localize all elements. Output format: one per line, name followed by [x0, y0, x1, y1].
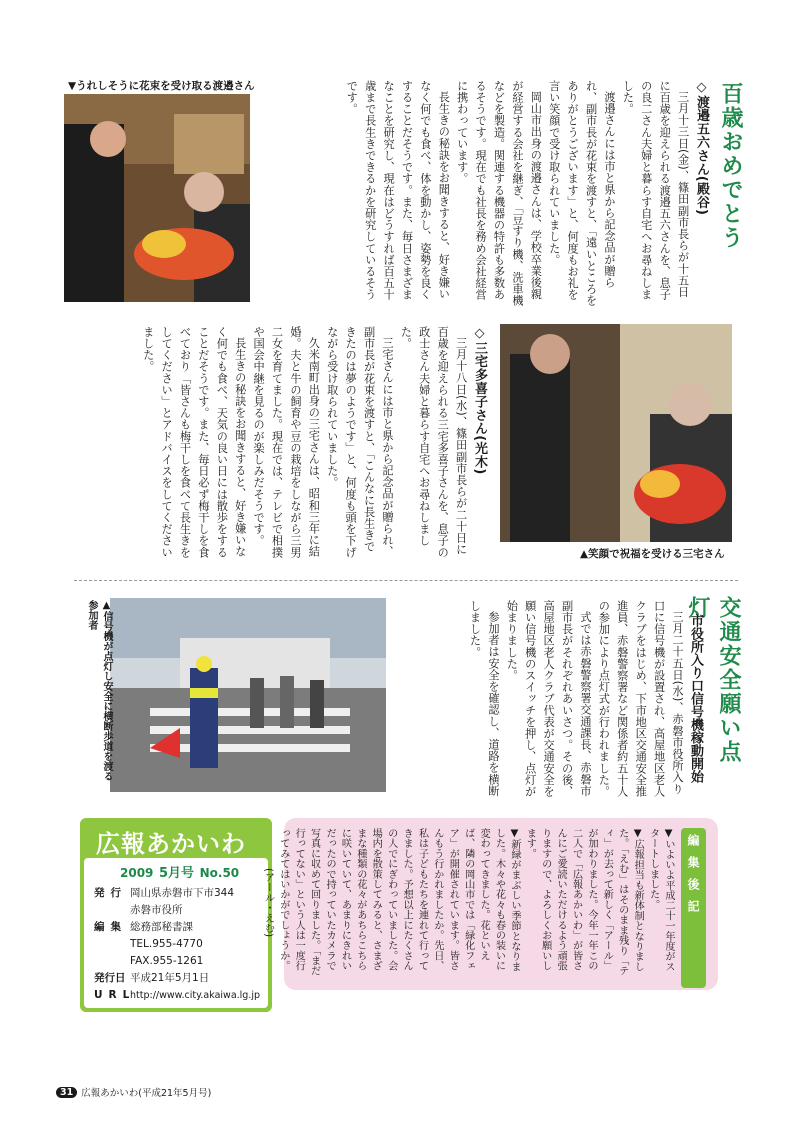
colophon-row-date — [94, 970, 262, 987]
person1-paragraph: 岡山市出身の渡邉さんは、学校卒業後親が経営する会社を継ぎ、「豆すり機、洗車機などを製造。関連する機器の特許も多数あるそうです。現在でも社長を務め会社経営に携わっています。 — [455, 80, 543, 307]
person1-heading: ◇渡邉五六さん(殿谷) — [694, 80, 709, 216]
colophon-year: 2009 — [120, 866, 154, 880]
colophon-month: 5月号 — [158, 866, 195, 881]
signal-photo-caption: ▲信号機が点灯し安全に横断歩道を渡る参加者 — [86, 600, 112, 781]
person1-article — [280, 80, 710, 308]
colophon-row-url — [94, 987, 262, 1004]
person2-article — [92, 326, 488, 558]
colophon-value: 平成21年5月1日 — [130, 972, 210, 984]
colophon-key: 編集 — [94, 921, 127, 933]
person1-paragraph: 長生きの秘訣をお聞きすると、好き嫌いなく何でも食べ、体を動かし、姿勢を良くすることだそうです。また、毎日さまざまなことを研究し、現在はどうすれば百五十歳まで長生きできるかを研究しているそうです。 — [345, 80, 451, 301]
colophon-value: TEL.955-4770 — [130, 938, 203, 950]
signal-paragraph: 参加者は安全を確認し、道路を横断しました。 — [468, 600, 500, 797]
birthday-title: 百歳おめでとう — [718, 82, 743, 250]
colophon-row-editor — [94, 919, 262, 970]
person1-photo — [64, 94, 250, 302]
colophon-url[interactable]: http://www.city.akaiwa.lg.jp — [130, 990, 261, 1001]
section-divider — [74, 580, 738, 581]
colophon-number: No.50 — [199, 866, 240, 880]
person1-paragraph: 三月十三日(金)、篠田副市長らが十五日に百歳を迎えられる渡邉五六さんを、息子の良二さん夫婦と暮らす自宅へお尋ねしました。 — [621, 80, 690, 301]
editor-note-paragraph: ▼広報担当も新体制となりました。「えむ」はそのまま残り「ティ」が去って新しく「アール」が加わりました。今年一年この二人で「広報あかいわ」が皆さんにご愛読いただけるよう頑張りますので、よろしくお願いします。 — [524, 828, 644, 976]
signal-article — [398, 600, 686, 800]
colophon-key: 発行日 — [94, 972, 126, 984]
person2-paragraph: 長生きの秘訣をお聞きすると、好き嫌いなく何でも食べ、天気の良い日には散歩をすることだそうです。また、毎日必ず梅干しを食べており「皆さんも梅干しを食べて長生きをしてください」とアドバイスをしてくださいました。 — [141, 326, 247, 558]
signal-paragraph: 三月二十五日(水)、赤磐市役所入り口に信号機が設置され、高屋地区老人クラブをはじめ、下市地区交通安全推進員、赤磐警察署など関係者約五十人の参加により点灯式が行われました。 — [597, 600, 684, 798]
person1-paragraph: 渡邉さんには市と県から記念品が贈られ、副市長が花束を渡すと、「遠いところをありがとうございます」と、何度もお礼を言い笑顔で受け取られていました。 — [547, 80, 616, 307]
colophon-row-publisher — [94, 885, 262, 919]
signal-title: 交通安全願い点灯 — [685, 596, 741, 764]
person1-photo-caption: ▼うれしそうに花束を受け取る渡邉さん — [68, 80, 255, 92]
colophon-box — [80, 818, 272, 1012]
colophon-value: FAX.955-1261 — [130, 955, 204, 967]
page-number: 31 — [56, 1087, 77, 1098]
person2-paragraph: 久米南町出身の三宅さんは、昭和三年に結婚。夫と牛の飼育や豆の栽培をしながら三男二女を育てました。現在では、テレビで相撲や国会中継を見るのが楽しみだそうです。 — [252, 326, 321, 558]
editor-note-paragraph: ▼新緑がまぶしい季節となりました。木々や花々も春の装いに変わってきました。花といえば、隣の岡山市では「緑化フェア」が開催されています。皆さんもう行かれましたか。先日、私は子どもたちを連れて行ってきました。予想以上にたくさんの人でにぎわっていました。会場内を散策してみると、さまざまな種類の花々があちらこちらに咲いていて、あまりにきれいだったので持っていたカメラで写真に収めて回りました。「まだ行ってない」という人は一度行ってみてはいかがでしょうか。 — [277, 828, 520, 976]
colophon-value: 総務部秘書課 — [130, 921, 193, 933]
person2-heading: ◇三宅多喜子さん(光木) — [472, 326, 487, 475]
colophon-value: 赤磐市役所 — [130, 904, 183, 916]
person2-paragraph: 三月十八日(水)、篠田副市長らが二十日に百歳を迎えられる三宅多喜子さんを、息子の政士さん夫婦と暮らす自宅へお尋ねしました。 — [399, 326, 468, 558]
signal-paragraph: 式では赤磐警察署交通課長、赤磐市副市長がそれぞれあいさつ。その後、高屋地区老人クラブ代表が交通安全を願い信号機のスイッチを押し、点灯が始まりました。 — [505, 600, 592, 798]
signal-subtitle: 市役所入り口信号機稼動開始 — [688, 614, 703, 783]
editor-note-box — [262, 818, 718, 990]
signal-photo — [110, 598, 386, 792]
colophon-key: URL — [94, 989, 136, 1001]
person2-photo-caption: ▲笑顔で祝福を受ける三宅さん — [580, 548, 725, 560]
person2-paragraph: 三宅さんには市と県から記念品が贈られ、副市長が花束を渡すと、「こんなに長生きできたのは夢のようです」と、何度も頭を下げながら受け取られていました。 — [325, 326, 394, 558]
colophon-key: 発行 — [94, 887, 127, 899]
colophon-title: 広報あかいわ — [96, 830, 246, 858]
editor-note-paragraph: ▼いよいよ平成二十一年度がスタートしました。 — [647, 828, 674, 972]
footer — [56, 1085, 211, 1099]
colophon-panel — [84, 858, 268, 1008]
editor-note-signature: (アール・えむ) — [262, 868, 274, 938]
editor-note-text — [262, 828, 676, 978]
colophon-value: 岡山県赤磐市下市344 — [130, 887, 235, 899]
editor-note-tag: 編集後記 — [681, 828, 706, 988]
person2-photo — [500, 324, 732, 542]
footer-text: 広報あかいわ(平成21年5月号) — [81, 1088, 212, 1099]
